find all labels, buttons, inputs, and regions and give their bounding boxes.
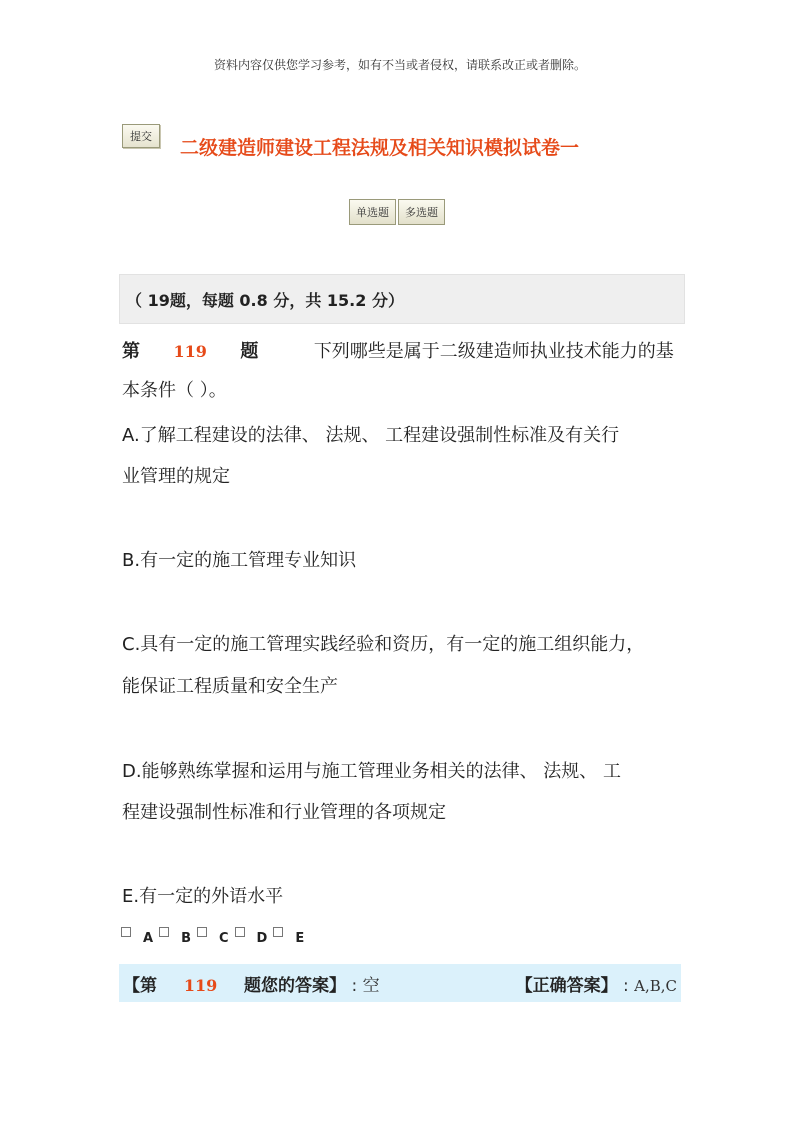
checkbox-label-a: A [143,931,154,946]
your-answer [123,971,380,996]
tab-multiple-choice[interactable]: 多选题 [398,199,445,225]
option-c-line2: 能保证工程质量和安全生产 [122,676,338,697]
option-a-line2: 业管理的规定 [122,466,230,487]
option-c-line1: C.具有一定的施工管理实践经验和资历，有一定的施工组织能力， [122,634,645,655]
question-prefix: 第 [122,341,140,362]
answer-checkboxes [121,928,310,946]
checkbox-d[interactable] [235,927,245,937]
section-header: （ 19题，每题 0.8 分，共 15.2 分） [119,274,685,324]
answer-bar [119,964,681,1002]
question-suffix: 题 [240,341,259,362]
your-answer-value: 空 [362,975,380,996]
checkbox-b[interactable] [159,927,169,937]
checkbox-c[interactable] [197,927,207,937]
checkbox-label-c: C [218,931,229,946]
option-a-line1: A.了解工程建设的法律、 法规、 工程建设强制性标准及有关行 [122,425,620,446]
checkbox-label-b: B [181,931,191,946]
correct-answer [516,971,677,996]
question-text-line2: 本条件（ ）。 [122,380,227,401]
watermark-notice: 资料内容仅供您学习参考，如有不当或者侵权，请联系改正或者删除。 [213,58,586,72]
checkbox-e[interactable] [273,927,283,937]
submit-button[interactable]: 提交 [122,124,160,148]
checkbox-a[interactable] [121,927,131,937]
question-number: 119 [173,342,207,361]
your-answer-number: 119 [183,975,218,995]
correct-answer-label: 【正确答案】 [515,975,618,996]
question-type-tabs [349,199,445,225]
question-stem-line1 [122,337,674,363]
exam-title: 二级建造师建设工程法规及相关知识模拟试卷一 [180,137,580,159]
tab-single-choice[interactable]: 单选题 [349,199,396,225]
option-d-line2: 程建设强制性标准和行业管理的各项规定 [122,802,446,823]
your-answer-prefix: 【第 [123,975,157,996]
correct-answer-value: A,B,C [634,976,677,995]
your-answer-colon: : [351,975,358,996]
question-text-line1: 下列哪些是属于二级建造师执业技术能力的基 [313,341,674,362]
option-d-line1: D.能够熟练掌握和运用与施工管理业务相关的法律、 法规、 工 [122,761,622,782]
checkbox-label-d: D [256,931,268,946]
option-b-line1: B.有一定的施工管理专业知识 [122,550,357,571]
checkbox-label-e: E [295,931,305,946]
option-e-line1: E.有一定的外语水平 [122,886,284,907]
your-answer-suffix: 题您的答案】 [244,975,347,996]
correct-answer-colon: : [622,975,629,996]
